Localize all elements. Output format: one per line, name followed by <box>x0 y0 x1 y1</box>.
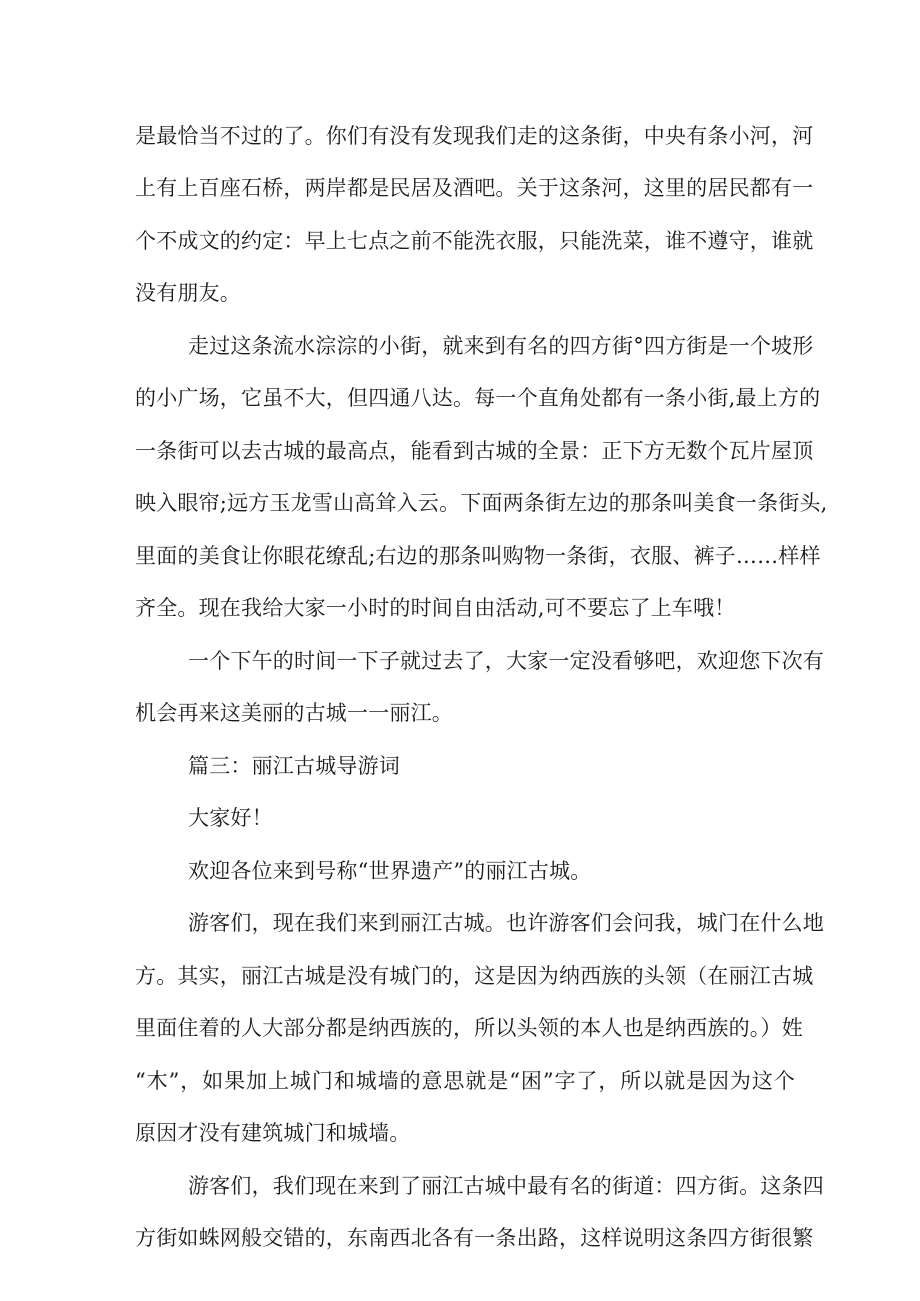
text-line: 一条街可以去古城的最高点，能看到古城的全景：正下方无数个瓦片屋顶 <box>135 439 814 463</box>
text-line: 原因才没有建筑城门和城墙。 <box>135 1121 411 1145</box>
text-line: 方街如蛛网般交错的，东南西北各有一条出路，这样说明这条四方街很繁 <box>135 1226 814 1250</box>
text-line: 没有朋友。 <box>135 281 241 305</box>
text-line: 机会再来这美丽的古城一一丽江。 <box>135 701 453 725</box>
text-line: 欢迎各位来到号称“世界遗产”的丽江古城。 <box>188 859 592 883</box>
text-line: 是最恰当不过的了。你们有没有发现我们走的这条街，中央有条小河，河 <box>135 124 814 148</box>
text-line: 上有上百座石桥，两岸都是民居及酒吧。关于这条河，这里的居民都有一 <box>135 176 814 200</box>
text-line: 里面的美食让你眼花缭乱;右边的那条叫购物一条街，衣服、裤子……样样 <box>135 544 821 568</box>
section-heading: 篇三：丽江古城导游词 <box>188 754 400 778</box>
text-line: 里面住着的人大部分都是纳西族的，所以头领的本人也是纳西族的。）姓 <box>135 1016 803 1040</box>
text-line: 走过这条流水淙淙的小街，就来到有名的四方街°四方街是一个坡形 <box>188 334 814 358</box>
text-line: 个不成文的约定：早上七点之前不能洗衣服，只能洗菜，谁不遵守，谁就 <box>135 229 814 253</box>
text-line: 齐全。现在我给大家一小时的时间自由活动,可不要忘了上车哦！ <box>135 596 736 620</box>
text-line: 游客们，我们现在来到了丽江古城中最有名的街道：四方街。这条四 <box>188 1174 824 1198</box>
text-line: 大家好！ <box>188 806 273 830</box>
text-line: 游客们，现在我们来到丽江古城。也许游客们会问我，城门在什么地 <box>188 911 824 935</box>
text-line: 方。其实，丽江古城是没有城门的，这是因为纳西族的头领（在丽江古城 <box>135 964 814 988</box>
text-line: “木”，如果加上城门和城墙的意思就是“困”字了，所以就是因为这个 <box>135 1069 795 1093</box>
text-line: 的小广场，它虽不大，但四通八达。每一个直角处都有一条小街,最上方的 <box>135 386 821 410</box>
text-line: 一个下午的时间一下子就过去了，大家一定没看够吧，欢迎您下次有 <box>188 649 824 673</box>
text-line: 映入眼帘;远方玉龙雪山高耸入云。下面两条街左边的那条叫美食一条街头, <box>135 491 828 515</box>
